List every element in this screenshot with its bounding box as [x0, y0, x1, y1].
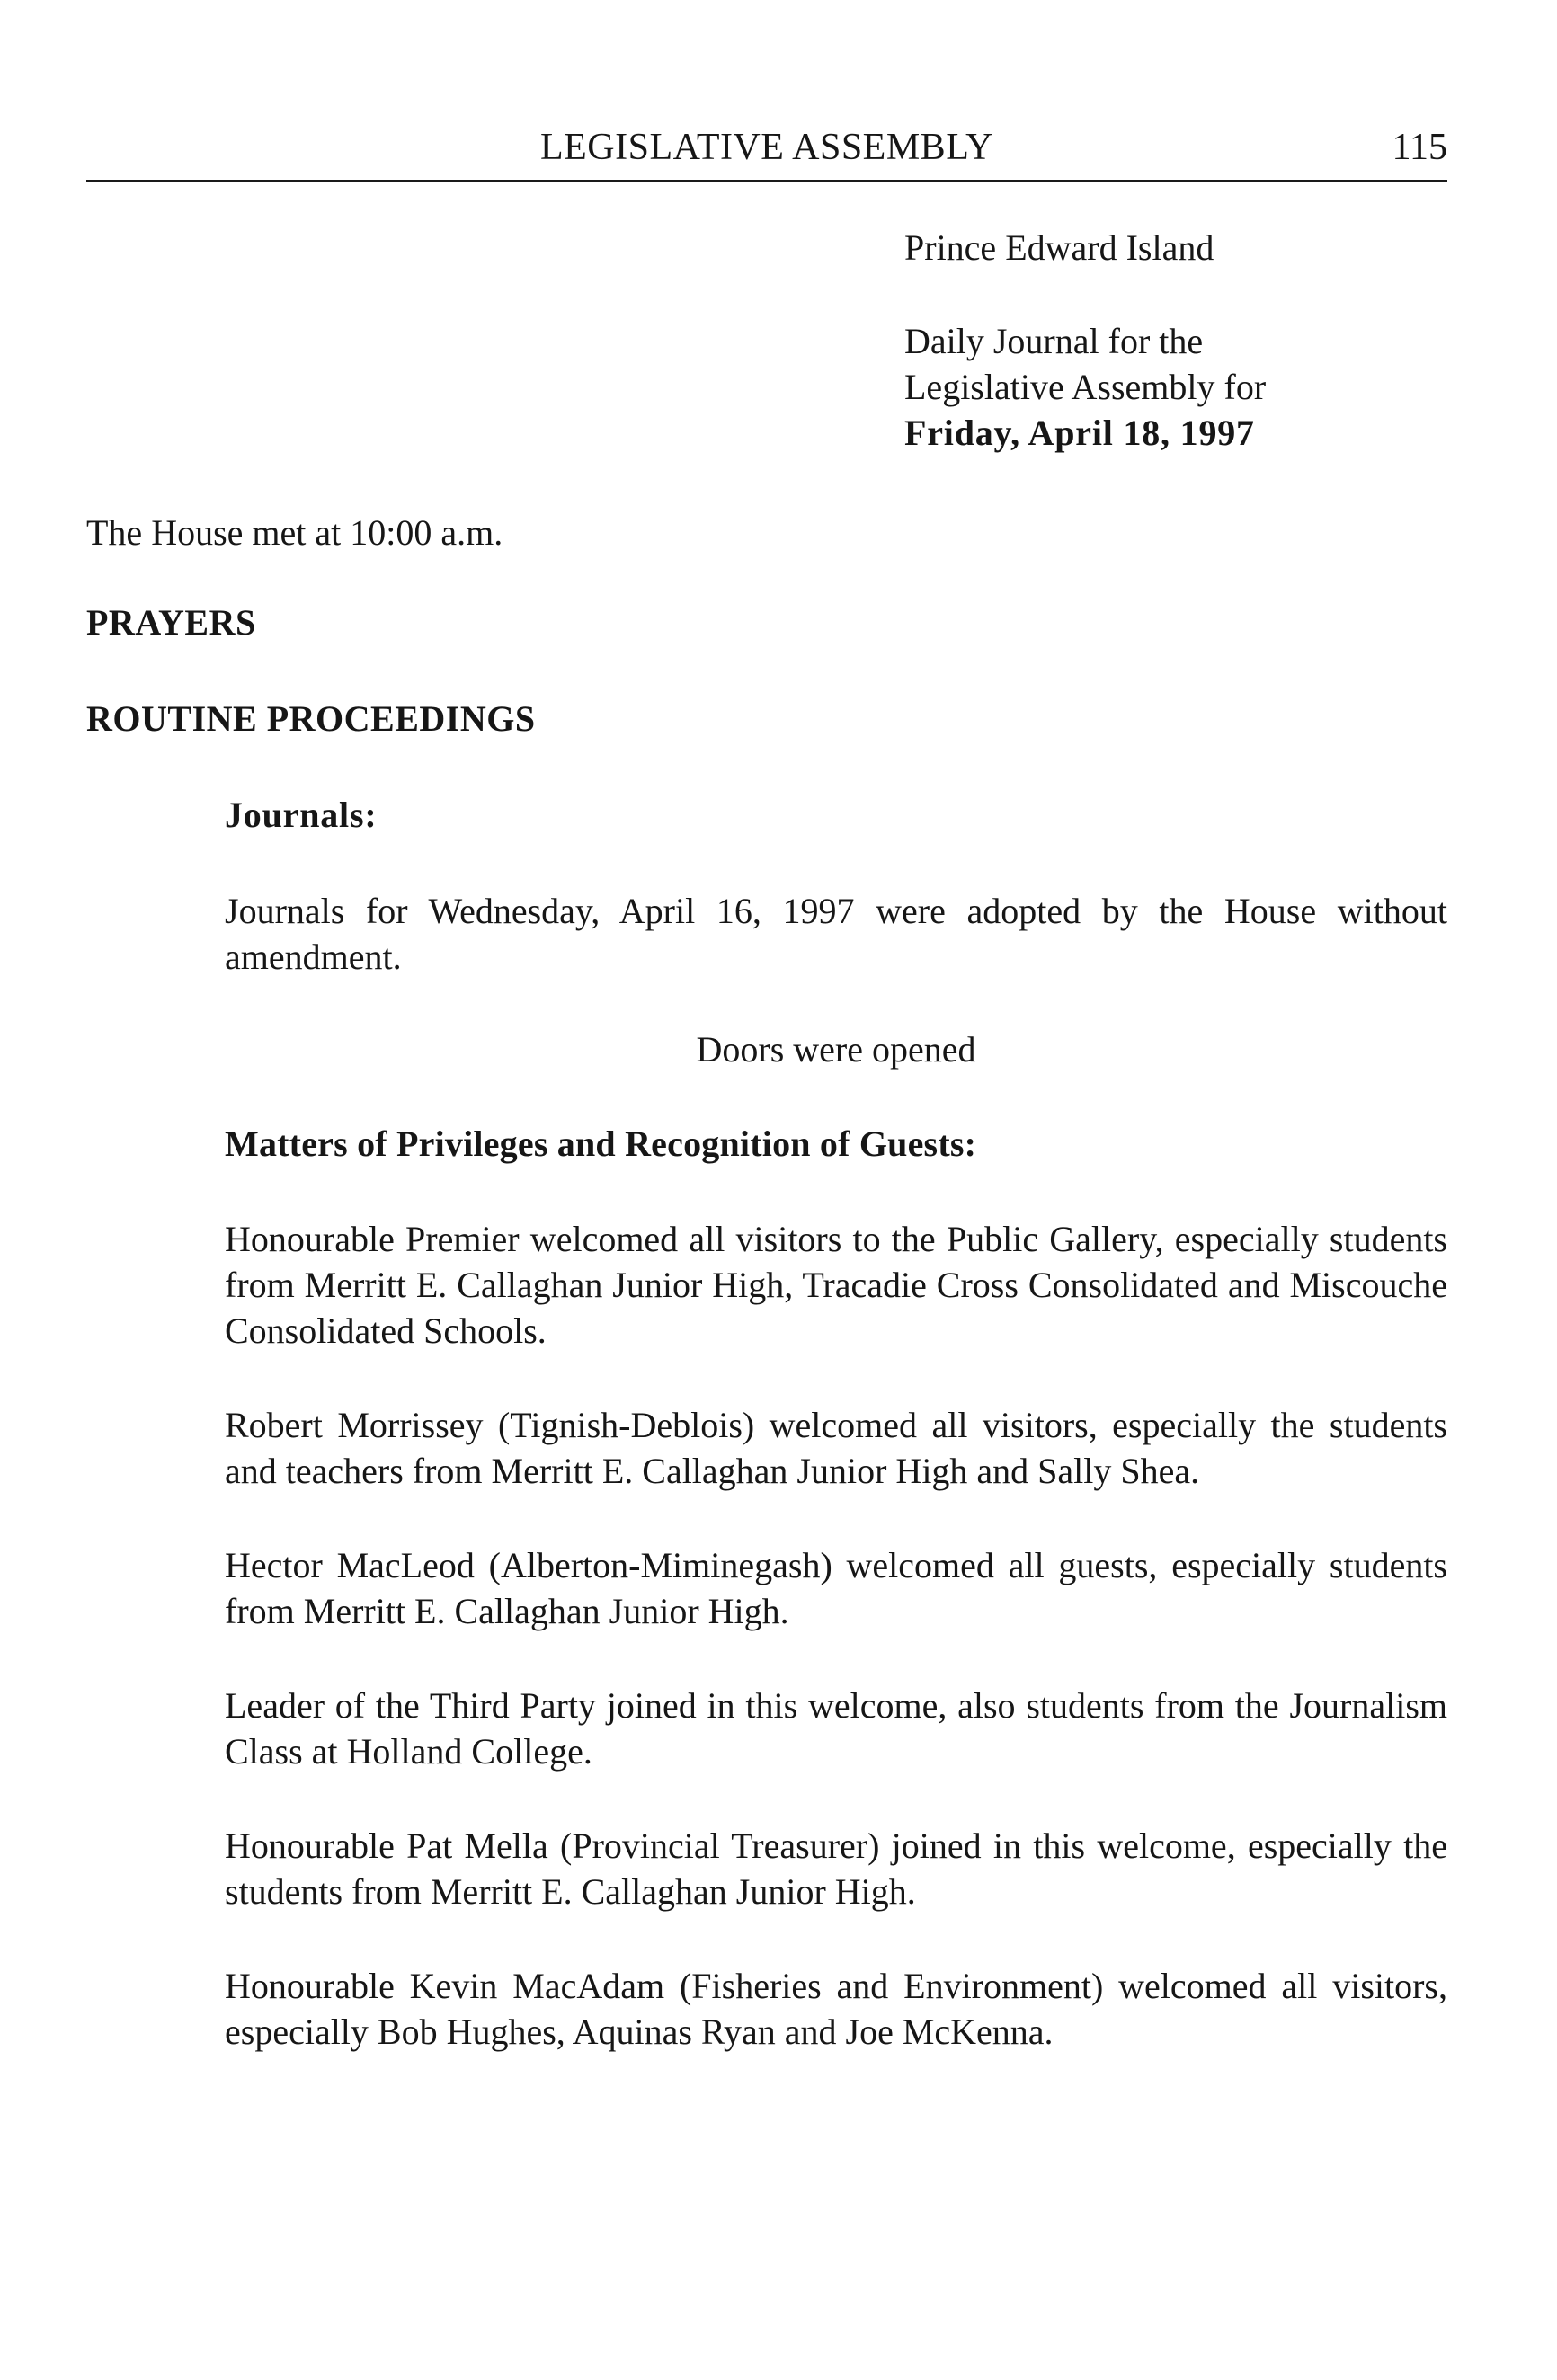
journals-heading: Journals: — [225, 795, 378, 835]
doors-opened-note: Doors were opened — [696, 1029, 976, 1070]
page-number: 115 — [1392, 127, 1447, 168]
journal-title-line-2: Legislative Assembly for — [904, 367, 1267, 407]
guest-recognition-paragraph: Honourable Premier welcomed all visitors to the Public Gallery, especially students from Merritt E. Callaghan Junior High, Tracadie Cross Consolidated and Miscouche Consolidated Schools. — [225, 1219, 1447, 1351]
privileges-heading: Matters of Privileges and Recognition of Guests: — [225, 1123, 977, 1164]
running-title: LEGISLATIVE ASSEMBLY — [540, 127, 993, 168]
sitting-date: Friday, April 18, 1997 — [904, 413, 1255, 453]
running-header — [86, 124, 1447, 182]
routine-proceedings-heading: ROUTINE PROCEEDINGS — [86, 698, 536, 739]
journals-paragraph: Journals for Wednesday, April 16, 1997 were adopted by the House without amendment. — [225, 891, 1447, 977]
prayers-heading: PRAYERS — [86, 602, 256, 643]
guest-recognition-paragraph: Honourable Kevin MacAdam (Fisheries and Environment) welcomed all visitors, especially Bob Hughes, Aquinas Ryan and Joe McKenna. — [225, 1966, 1447, 2052]
guest-recognition-paragraph: Hector MacLeod (Alberton-Miminegash) welcomed all guests, especially students from Merritt E. Callaghan Junior High. — [225, 1545, 1447, 1631]
guest-recognition-paragraph: Robert Morrissey (Tignish-Deblois) welcomed all visitors, especially the students and teachers from Merritt E. Callaghan Junior High and Sally Shea. — [225, 1405, 1447, 1491]
guest-recognition-paragraph: Leader of the Third Party joined in this welcome, also students from the Journalism Class at Holland College. — [225, 1685, 1447, 1772]
guest-recognition-paragraph: Honourable Pat Mella (Provincial Treasurer) joined in this welcome, especially the students from Merritt E. Callaghan Junior High. — [225, 1825, 1447, 1912]
journal-masthead — [904, 225, 1444, 456]
province-name: Prince Edward Island — [904, 227, 1214, 268]
journal-title-line-1: Daily Journal for the — [904, 321, 1204, 361]
house-met-statement: The House met at 10:00 a.m. — [86, 512, 503, 553]
